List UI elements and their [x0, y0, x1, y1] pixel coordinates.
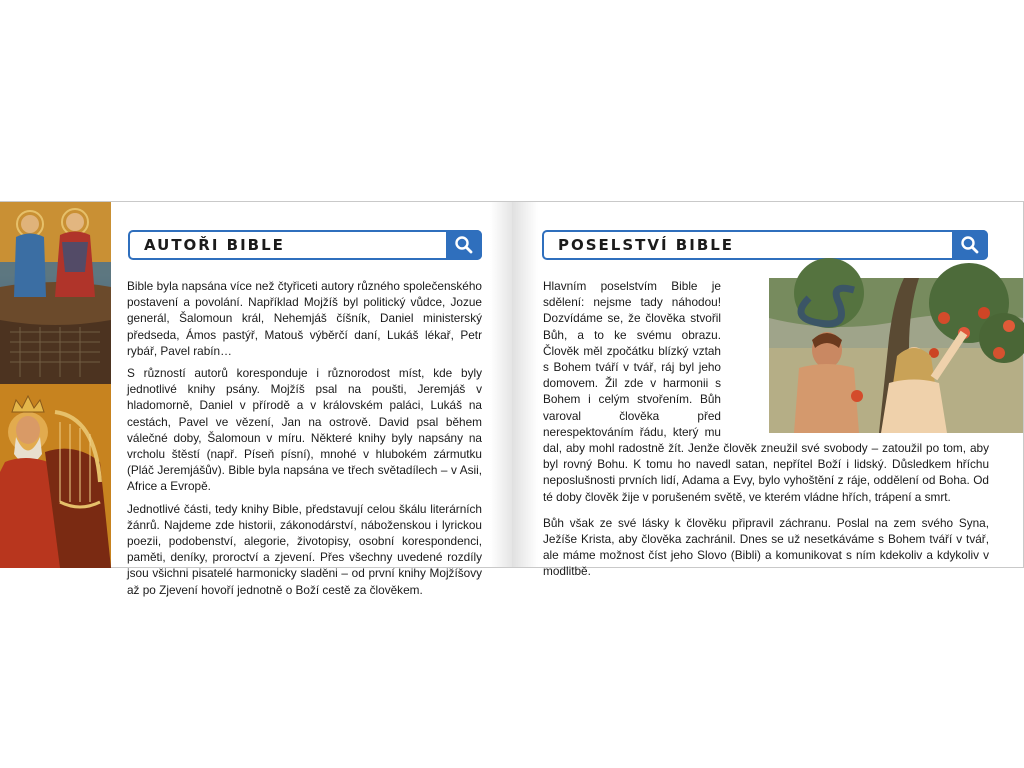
search-button[interactable] [952, 230, 988, 260]
heading-search-bar-left [128, 230, 482, 260]
heading-search-bar-right [542, 230, 988, 260]
painting-strip [0, 202, 111, 568]
body-text-left [127, 278, 482, 604]
search-button[interactable] [446, 230, 482, 260]
painting-strip-art [0, 202, 111, 568]
paragraph: S růzností autorů koresponduje i různorodost míst, kde byly jednotlivé knihy psány. Mojžíš psal na poušti, Jeremjáš v hladomorně, Daniel v přírodě a v královském paláci, Lukáš na cestách, Pavel ve vězení, Jan na ostrově. David psal během válečné doby, Šalomoun v míru. Některé knihy byly napsány na vrcholu štěstí (např. Píseň písní), mnohé v hlubokém zármutku (Pláč Jeremjášův). Bible byla napsána ve třech světadílech – v Asii, Africe a Evropě. [127, 366, 482, 494]
paragraph: Jednotlivé části, tedy knihy Bible, představují celou škálu literárních žánrů. Najdeme zde historii, zákonodárství, náboženskou i lyrickou poezii, podobenství, alegorie, životopisy, osobní korespondenci, paměti, deníky, proroctví a zjevení. Přes všechny uvedené rozdíly jsou všichni pisatelé harmonicky sladěni – od první knihy Mojžíšovy až po Zjevení hovoří jednotně o Boží cestě za člověkem. [127, 501, 482, 597]
paragraph: Hlavním poselstvím Bible je sdělení: nejsme tady náhodou! Dozvídáme se, že člověka stvořil Bůh, a to ke svému obrazu. Člověk měl zpočátku blízký vztah s Bohem tváří v tvář, ráj byl jeho domovem. Žil zde v harmonii s Bohem i celým stvořením. Bůh varoval člověka před nerespektováním řádu, který mu dal, aby mohl radostně žít. Jenže člověk zneužil své svobody – zatoužil po tom, aby byl rovný Bohu. K tomu ho navedl satan, nepřítel Boží i lidský. Důsledkem hříchu neposlušnosti prvních lidí, Adama a Evy, bylo vyhoštění z ráje, oddělení od Boha. Od té doby člověk žije v porušeném světě, ve kterém vládne hřích, trápení a smrt. [543, 279, 989, 504]
search-icon [960, 235, 980, 255]
search-icon [454, 235, 474, 255]
paragraph: Bible byla napsána více než čtyřiceti autory různého společenského postavení a povolání. Například Mojžíš byl politický vůdce, Jozue generál, Šalomoun král, Nehemjáš číšník, Daniel ministerský předseda, Ámos pastýř, Matouš výběrčí daní, Lukáš lékař, Petr rybář, Pavel rabín… [127, 279, 482, 358]
page-gutter-shadow [512, 202, 538, 567]
book-spread [0, 201, 1024, 597]
paragraph: Bůh však ze své lásky k člověku připravil záchranu. Poslal na zem svého Syna, Ježíše Krista, aby člověka zachránil. Dnes se už nesetkáváme s Bohem tváří v tvář, ale máme možnost číst jeho Slovo (Bibli) a komunikovat s ním kdekoliv a kdykoliv v modlitbě. [543, 515, 989, 579]
section-heading: AUTOŘI BIBLE [144, 236, 285, 254]
section-heading: POSELSTVÍ BIBLE [558, 236, 735, 254]
adam-and-eve-painting [769, 278, 1023, 433]
left-page [0, 201, 512, 597]
page-gutter-shadow [490, 202, 512, 567]
